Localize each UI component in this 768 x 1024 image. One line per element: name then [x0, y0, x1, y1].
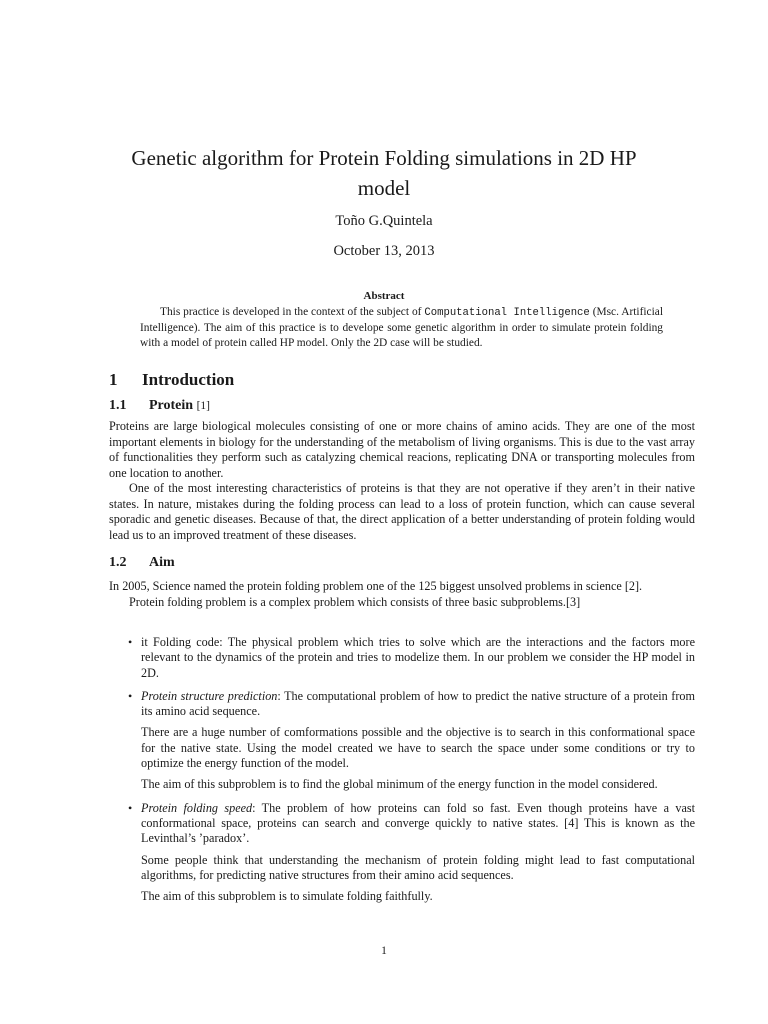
bullet-icon: • — [128, 635, 133, 649]
list-item — [109, 635, 695, 681]
subsection-title: Protein — [149, 398, 194, 413]
list-item-paragraph: Some people think that understanding the mechanism of protein folding might lead to fast computational algorithms, for predicting native structures from their amino acid sequences. — [141, 852, 695, 882]
subsection-number: 1.1 — [109, 398, 127, 413]
section-title: Introduction — [142, 370, 235, 389]
aim-paragraphs — [109, 579, 695, 610]
list-item-description: : The computational problem of how to predict the native structure of a protein from its amino acid sequence. — [141, 688, 695, 719]
page-number: 1 — [381, 945, 387, 957]
abstract-text — [140, 305, 663, 352]
abstract-code-term: Computational Intelligence — [424, 307, 590, 319]
list-item-text: it Folding code: The physical problem which tries to solve which are the interactions and the factors more relevant to the dynamics of the protein and tries to modelize them. In our problem we consider the HP model in 2D. — [141, 635, 695, 680]
protein-paragraph-2: One of the most interesting characteristics of proteins is that they are not operative if they aren’t in their native states. In nature, mistakes during the folding process can lead to a loss of protein function, which can cause several sporadic and genetic diseases. Because of that, the direct application of a better understanding of protein folding would lead us to an improved treatment of these diseases. — [109, 481, 695, 542]
list-item-paragraph: There are a huge number of comformations possible and the objective is to search in this conformational space for the native state. Using the model created we have to search the space under some conditions or try to optimize the energy function of the model. — [141, 725, 695, 771]
publication-date: October 13, 2013 — [333, 243, 435, 259]
list-item-paragraph: The aim of this subproblem is to find the global minimum of the energy function in the model considered. — [141, 777, 658, 792]
author-name: Toño G.Quintela — [335, 213, 433, 229]
subsection-heading-protein — [109, 398, 210, 414]
list-item-term: Protein structure prediction — [141, 688, 278, 703]
list-item-text — [141, 801, 695, 847]
section-number: 1 — [109, 370, 118, 389]
abstract-text-start: This practice is developed in the context of the subject of — [160, 306, 425, 318]
list-item — [109, 689, 695, 793]
subsection-number: 1.2 — [109, 555, 127, 570]
protein-paragraph-1: Proteins are large biological molecules consisting of one or more chains of amino acids. They are one of the most important elements in biology for the understanding of the metabolism of living organisms. This is due to the vast array of functionalities they perform such as catalyzing chemical reacions, replicating DNA or transporting molecules from one location to another. — [109, 419, 695, 480]
list-item — [109, 801, 695, 905]
protein-paragraphs — [109, 419, 695, 543]
aim-paragraph-2: Protein folding problem is a complex problem which consists of three basic subproblems.[3] — [129, 594, 581, 609]
abstract-heading: Abstract — [363, 290, 405, 302]
subproblem-list — [109, 635, 695, 910]
bullet-icon: • — [128, 688, 133, 703]
list-item-description: : The problem of how proteins can fold so fast. Even though proteins have a vast conformational space, proteins can search and converge quickly to native states. [4] This is known as the Levinthal’s ’paradox’. — [141, 800, 695, 846]
subsection-heading-aim — [109, 555, 175, 571]
list-item-term: Protein folding speed — [141, 800, 253, 815]
section-heading-introduction — [109, 370, 234, 390]
paper-title: Genetic algorithm for Protein Folding simulations in 2D HP model — [131, 146, 637, 200]
bullet-icon: • — [128, 800, 133, 815]
citation-link[interactable]: [1] — [196, 400, 210, 412]
abstract-text-end: (Msc. Artificial Intelligence). The aim of this practice is to develope some genetic algorithm in order to simulate protein folding with a model of protein called HP model. Only the 2D case will be studied. — [140, 306, 663, 350]
list-item-paragraph: The aim of this subproblem is to simulate folding faithfully. — [141, 889, 433, 904]
subsection-title: Aim — [149, 555, 175, 570]
aim-paragraph-1: In 2005, Science named the protein folding problem one of the 125 biggest unsolved problems in science [2]. — [109, 579, 643, 593]
list-item-text — [141, 689, 695, 720]
